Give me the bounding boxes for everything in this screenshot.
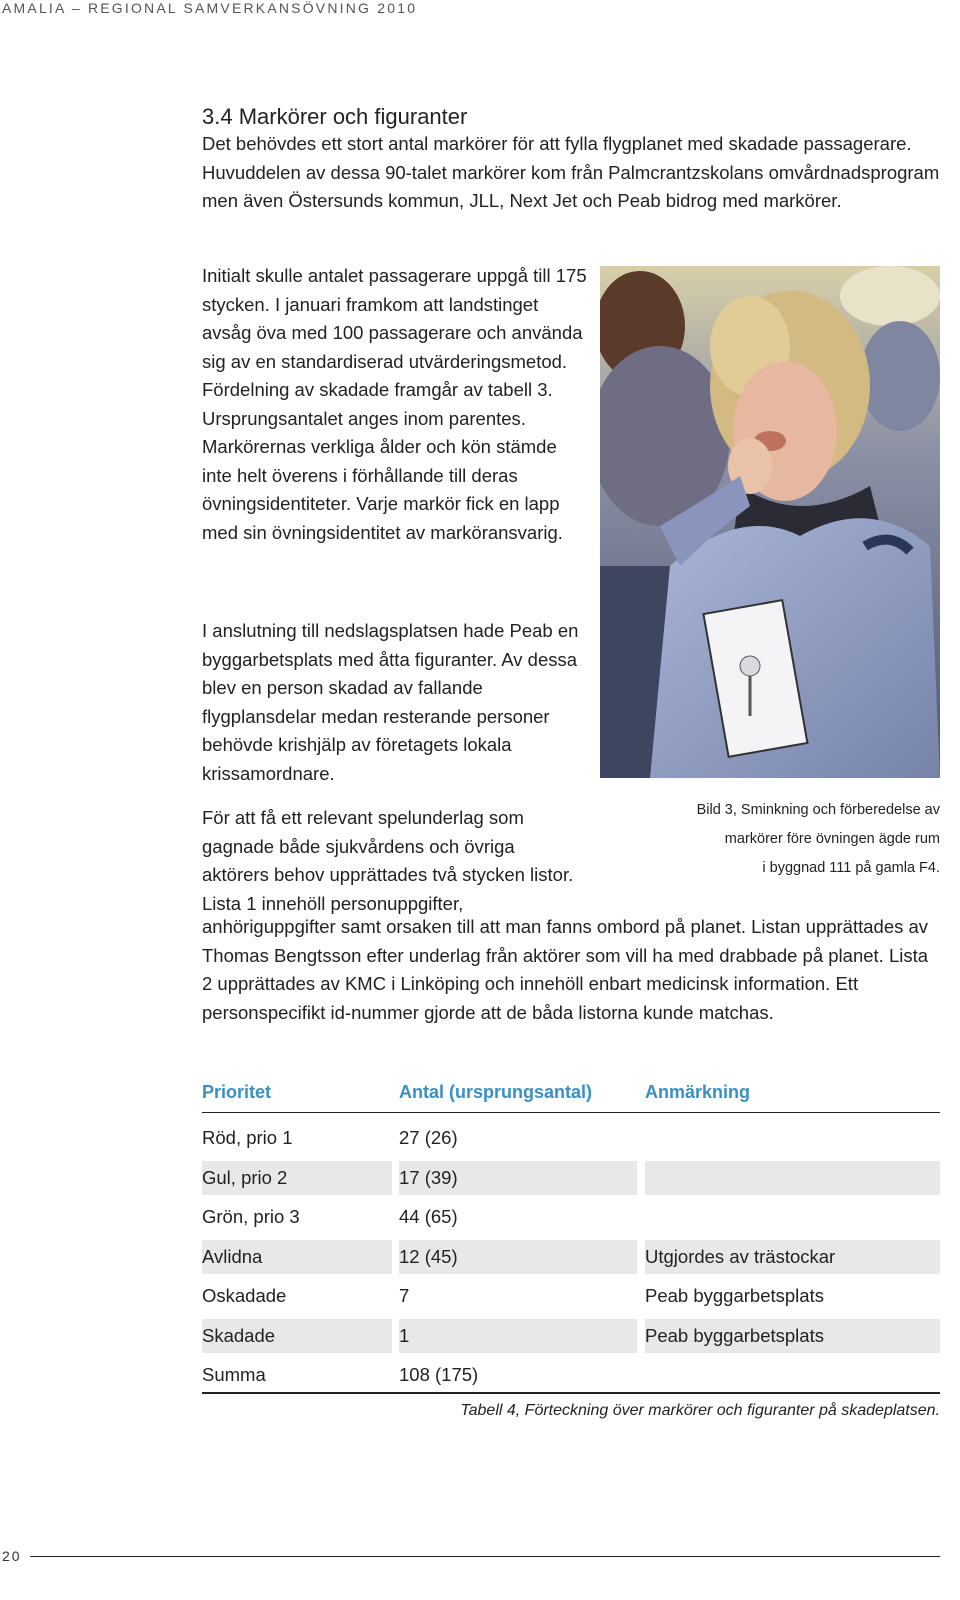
table-cell-prioritet: Skadade bbox=[202, 1319, 392, 1353]
paragraph-lists-continued: anhöriguppgifter samt orsaken till att man fanns ombord på planet. Listan upprättades av Thomas Bengtsson efter underlag från aktörer som vill ha med drabbade på planet. Lista 2 upprättades av KMC i Linköping och innehöll enbart medicinsk information. Ett personspecifikt id-nummer gjorde att de båda listorna kunde matchas. bbox=[202, 916, 929, 1023]
table-cell-prioritet: Oskadade bbox=[202, 1285, 287, 1306]
paragraph-figurants: I anslutning till nedslagsplatsen hade Peab en byggarbetsplats med åtta figuranter. Av dessa blev en person skadad av fallande flygplansdelar medan resterande personer behövde krishjälp av företagets lokala krissamordnare. bbox=[202, 620, 579, 784]
photo-caption-line: i byggnad 111 på gamla F4. bbox=[762, 860, 940, 876]
table-cell-antal: 1 bbox=[399, 1319, 637, 1353]
column-header-prioritet: Prioritet bbox=[202, 1082, 272, 1102]
table-cell-prioritet: Grön, prio 3 bbox=[202, 1206, 300, 1227]
table-cell-prioritet: Summa bbox=[202, 1364, 266, 1385]
photo-caption-line: Bild 3, Sminkning och förberedelse av bbox=[696, 802, 940, 818]
table-cell-prioritet: Gul, prio 2 bbox=[202, 1161, 392, 1195]
table-row bbox=[202, 1240, 940, 1274]
footer-rule bbox=[30, 1556, 940, 1557]
table-cell-antal: 108 (175) bbox=[399, 1364, 479, 1385]
table-header-row bbox=[202, 1078, 940, 1113]
table-cell-prioritet: Avlidna bbox=[202, 1240, 392, 1274]
table-cell-anmarkning bbox=[645, 1121, 940, 1155]
paragraph-lists-start: För att få ett relevant spelunderlag som gagnade både sjukvårdens och övriga aktörers behov upprättades två stycken listor. Lista 1 innehöll personuppgifter, bbox=[202, 807, 574, 914]
paragraph-passengers: Initialt skulle antalet passagerare uppgå till 175 stycken. I januari framkom att landstinget avsåg öva med 100 passagerare och använda sig av en standardiserad utvärderingsmetod. Fördelning av skadade framgår av tabell 3. Ursprungsantalet anges inom parentes. Markörernas verkliga ålder och kön stämde inte helt överens i förhållande till deras övningsidentiteter. Varje markör fick en lapp med sin övningsidentitet av marköransvarig. bbox=[202, 265, 587, 543]
table-row bbox=[202, 1121, 940, 1155]
table-cell-antal: 44 (65) bbox=[399, 1206, 458, 1227]
makeup-photo-illustration bbox=[600, 266, 940, 778]
table-row-total bbox=[202, 1358, 940, 1394]
table-row bbox=[202, 1279, 940, 1313]
table-row bbox=[202, 1319, 940, 1353]
table-cell-anmarkning bbox=[645, 1358, 940, 1392]
table-cell-anmarkning bbox=[645, 1200, 940, 1234]
table-cell-anmarkning: Peab byggarbetsplats bbox=[645, 1319, 940, 1353]
table-cell-antal: 27 (26) bbox=[399, 1127, 458, 1148]
section-title: 3.4 Markörer och figuranter bbox=[202, 104, 468, 129]
table-cell-antal: 12 (45) bbox=[399, 1240, 637, 1274]
casualty-table bbox=[202, 1078, 940, 1394]
column-header-anmarkning: Anmärkning bbox=[645, 1082, 751, 1102]
table-row bbox=[202, 1161, 940, 1195]
paragraph-intro: Det behövdes ett stort antal markörer för att fylla flygplanet med skadade passagerare. Huvuddelen av dessa 90-talet markörer kom från Palmcrantzskolans omvårdnadsprogram men även Östersunds kommun, JLL, Next Jet och Peab bidrog med markörer. bbox=[202, 133, 940, 211]
makeup-photo bbox=[600, 266, 940, 778]
page-number: 20 bbox=[2, 1548, 22, 1564]
running-header: AMALIA – REGIONAL SAMVERKANSÖVNING 2010 bbox=[2, 0, 418, 16]
photo-caption-line: markörer före övningen ägde rum bbox=[724, 831, 940, 847]
table-cell-anmarkning bbox=[645, 1161, 940, 1195]
table-cell-anmarkning: Peab byggarbetsplats bbox=[645, 1285, 824, 1306]
table-cell-anmarkning: Utgjordes av trästockar bbox=[645, 1240, 940, 1274]
table-row bbox=[202, 1200, 940, 1234]
table-caption: Tabell 4, Förteckning över markörer och figuranter på skadeplatsen. bbox=[460, 1402, 940, 1419]
column-header-antal: Antal (ursprungsantal) bbox=[399, 1082, 593, 1102]
table-cell-prioritet: Röd, prio 1 bbox=[202, 1127, 293, 1148]
table-cell-antal: 7 bbox=[399, 1285, 410, 1306]
table-cell-antal: 17 (39) bbox=[399, 1161, 637, 1195]
photo-caption bbox=[600, 796, 940, 883]
